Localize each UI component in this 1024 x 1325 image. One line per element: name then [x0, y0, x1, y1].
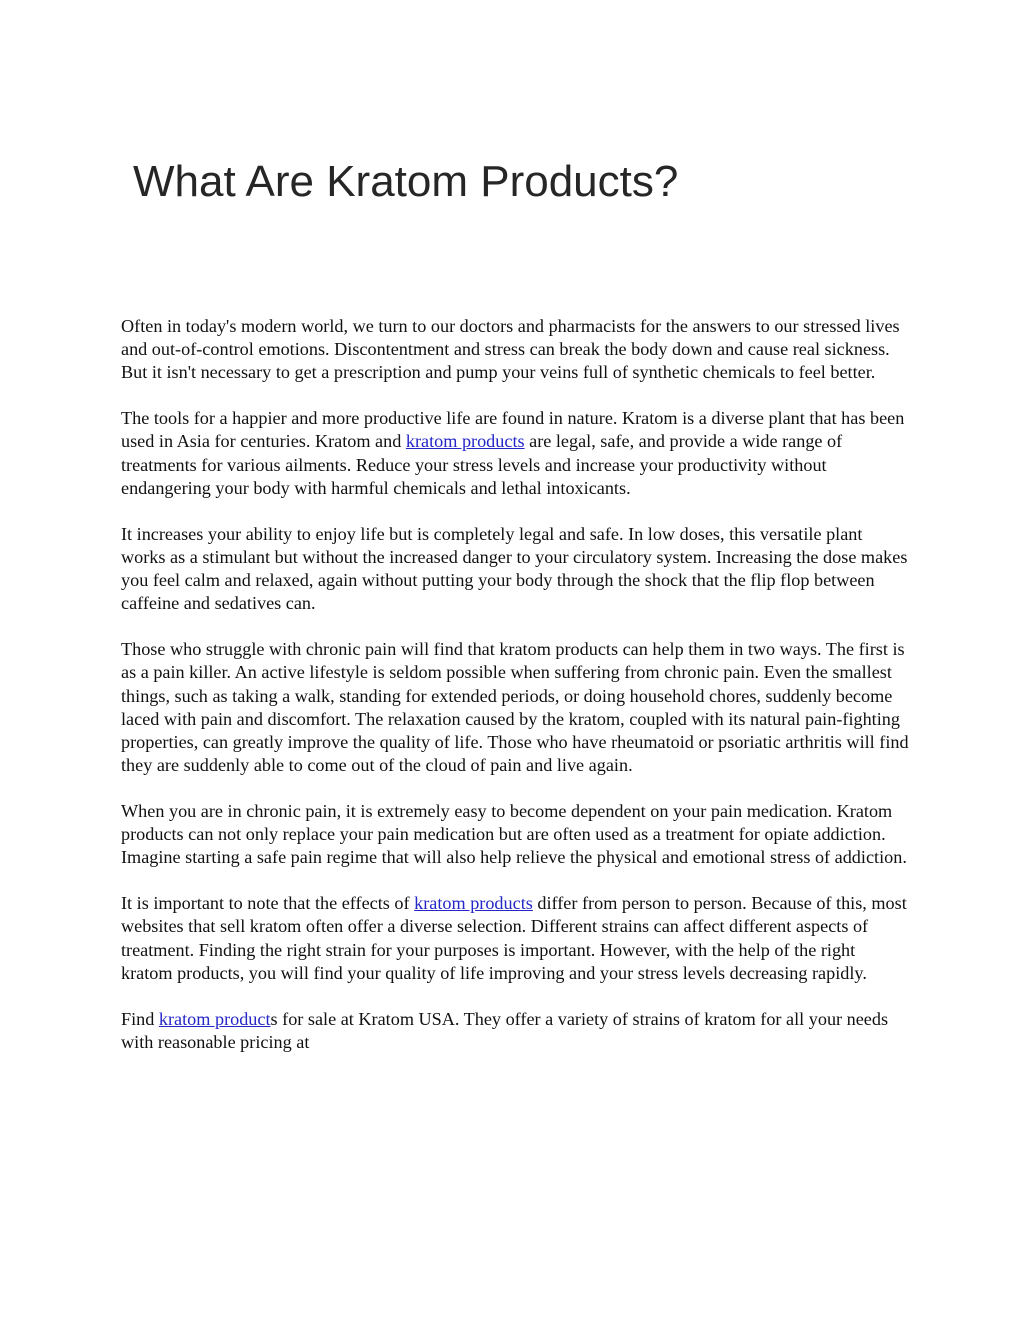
paragraph-7-text-before: Find: [121, 1008, 159, 1029]
paragraph-6: [121, 892, 911, 984]
paragraph-2: [121, 407, 911, 499]
kratom-products-link-1[interactable]: kratom products: [405, 431, 525, 452]
paragraph-2-text-before: The tools for a happier and more productive life are found in nature. Kratom is a diverse plant that has been used in Asia for centuries. Kratom and: [121, 408, 905, 452]
paragraph-6-text-after: differ from person to person. Because of this, most websites that sell kratom often offer a diverse selection. Different strains can affect different aspects of treatment. Finding the right strain for your purposes is important. However, with the help of the right kratom products, you will find your quality of life improving and your stress levels decreasing rapidly.: [121, 893, 907, 983]
kratom-products-link-2[interactable]: kratom products: [414, 893, 533, 914]
page-title: What Are Kratom Products?: [133, 157, 679, 206]
paragraph-5: When you are in chronic pain, it is extremely easy to become dependent on your pain medication. Kratom products can not only replace your pain medication but are often used as a treatment for opiate addiction. Imagine starting a safe pain regime that will also help relieve the physical and emotional stress of addiction.: [121, 800, 907, 868]
article-body: [121, 315, 911, 1054]
paragraph-2-text-after: are legal, safe, and provide a wide range of treatments for various ailments. Reduce your stress levels and increase your productivity without endangering your body with harmful chemicals and lethal intoxicants.: [121, 431, 843, 498]
paragraph-4: Those who struggle with chronic pain will find that kratom products can help them in two ways. The first is as a pain killer. An active lifestyle is seldom possible when suffering from chronic pain. Even the smallest things, such as taking a walk, standing for extended periods, or doing household chores, suddenly become laced with pain and discomfort. The relaxation caused by the kratom, coupled with its natural pain-fighting properties, can greatly improve the quality of life. Those who have rheumatoid or psoriatic arthritis will find they are suddenly able to come out of the cloud of pain and live again.: [121, 639, 909, 775]
paragraph-1: Often in today's modern world, we turn to our doctors and pharmacists for the answers to our stressed lives and out-of-control emotions. Discontentment and stress can break the body down and cause real sickness. But it isn't necessary to get a prescription and pump your veins full of synthetic chemicals to feel better.: [121, 316, 900, 383]
paragraph-6-text-before: It is important to note that the effects of: [121, 893, 415, 914]
kratom-product-link-3[interactable]: kratom product: [158, 1008, 271, 1029]
paragraph-3: It increases your ability to enjoy life but is completely legal and safe. In low doses, this versatile plant works as a stimulant but without the increased danger to your circulatory system. Increasing the dose makes you feel calm and relaxed, again without putting your body through the shock that the flip flop between caffeine and sedatives can.: [121, 523, 908, 614]
paragraph-7: [121, 1008, 911, 1054]
paragraph-7-text-after: s for sale at Kratom USA. They offer a variety of strains of kratom for all your needs with reasonable pricing at: [121, 1008, 889, 1052]
